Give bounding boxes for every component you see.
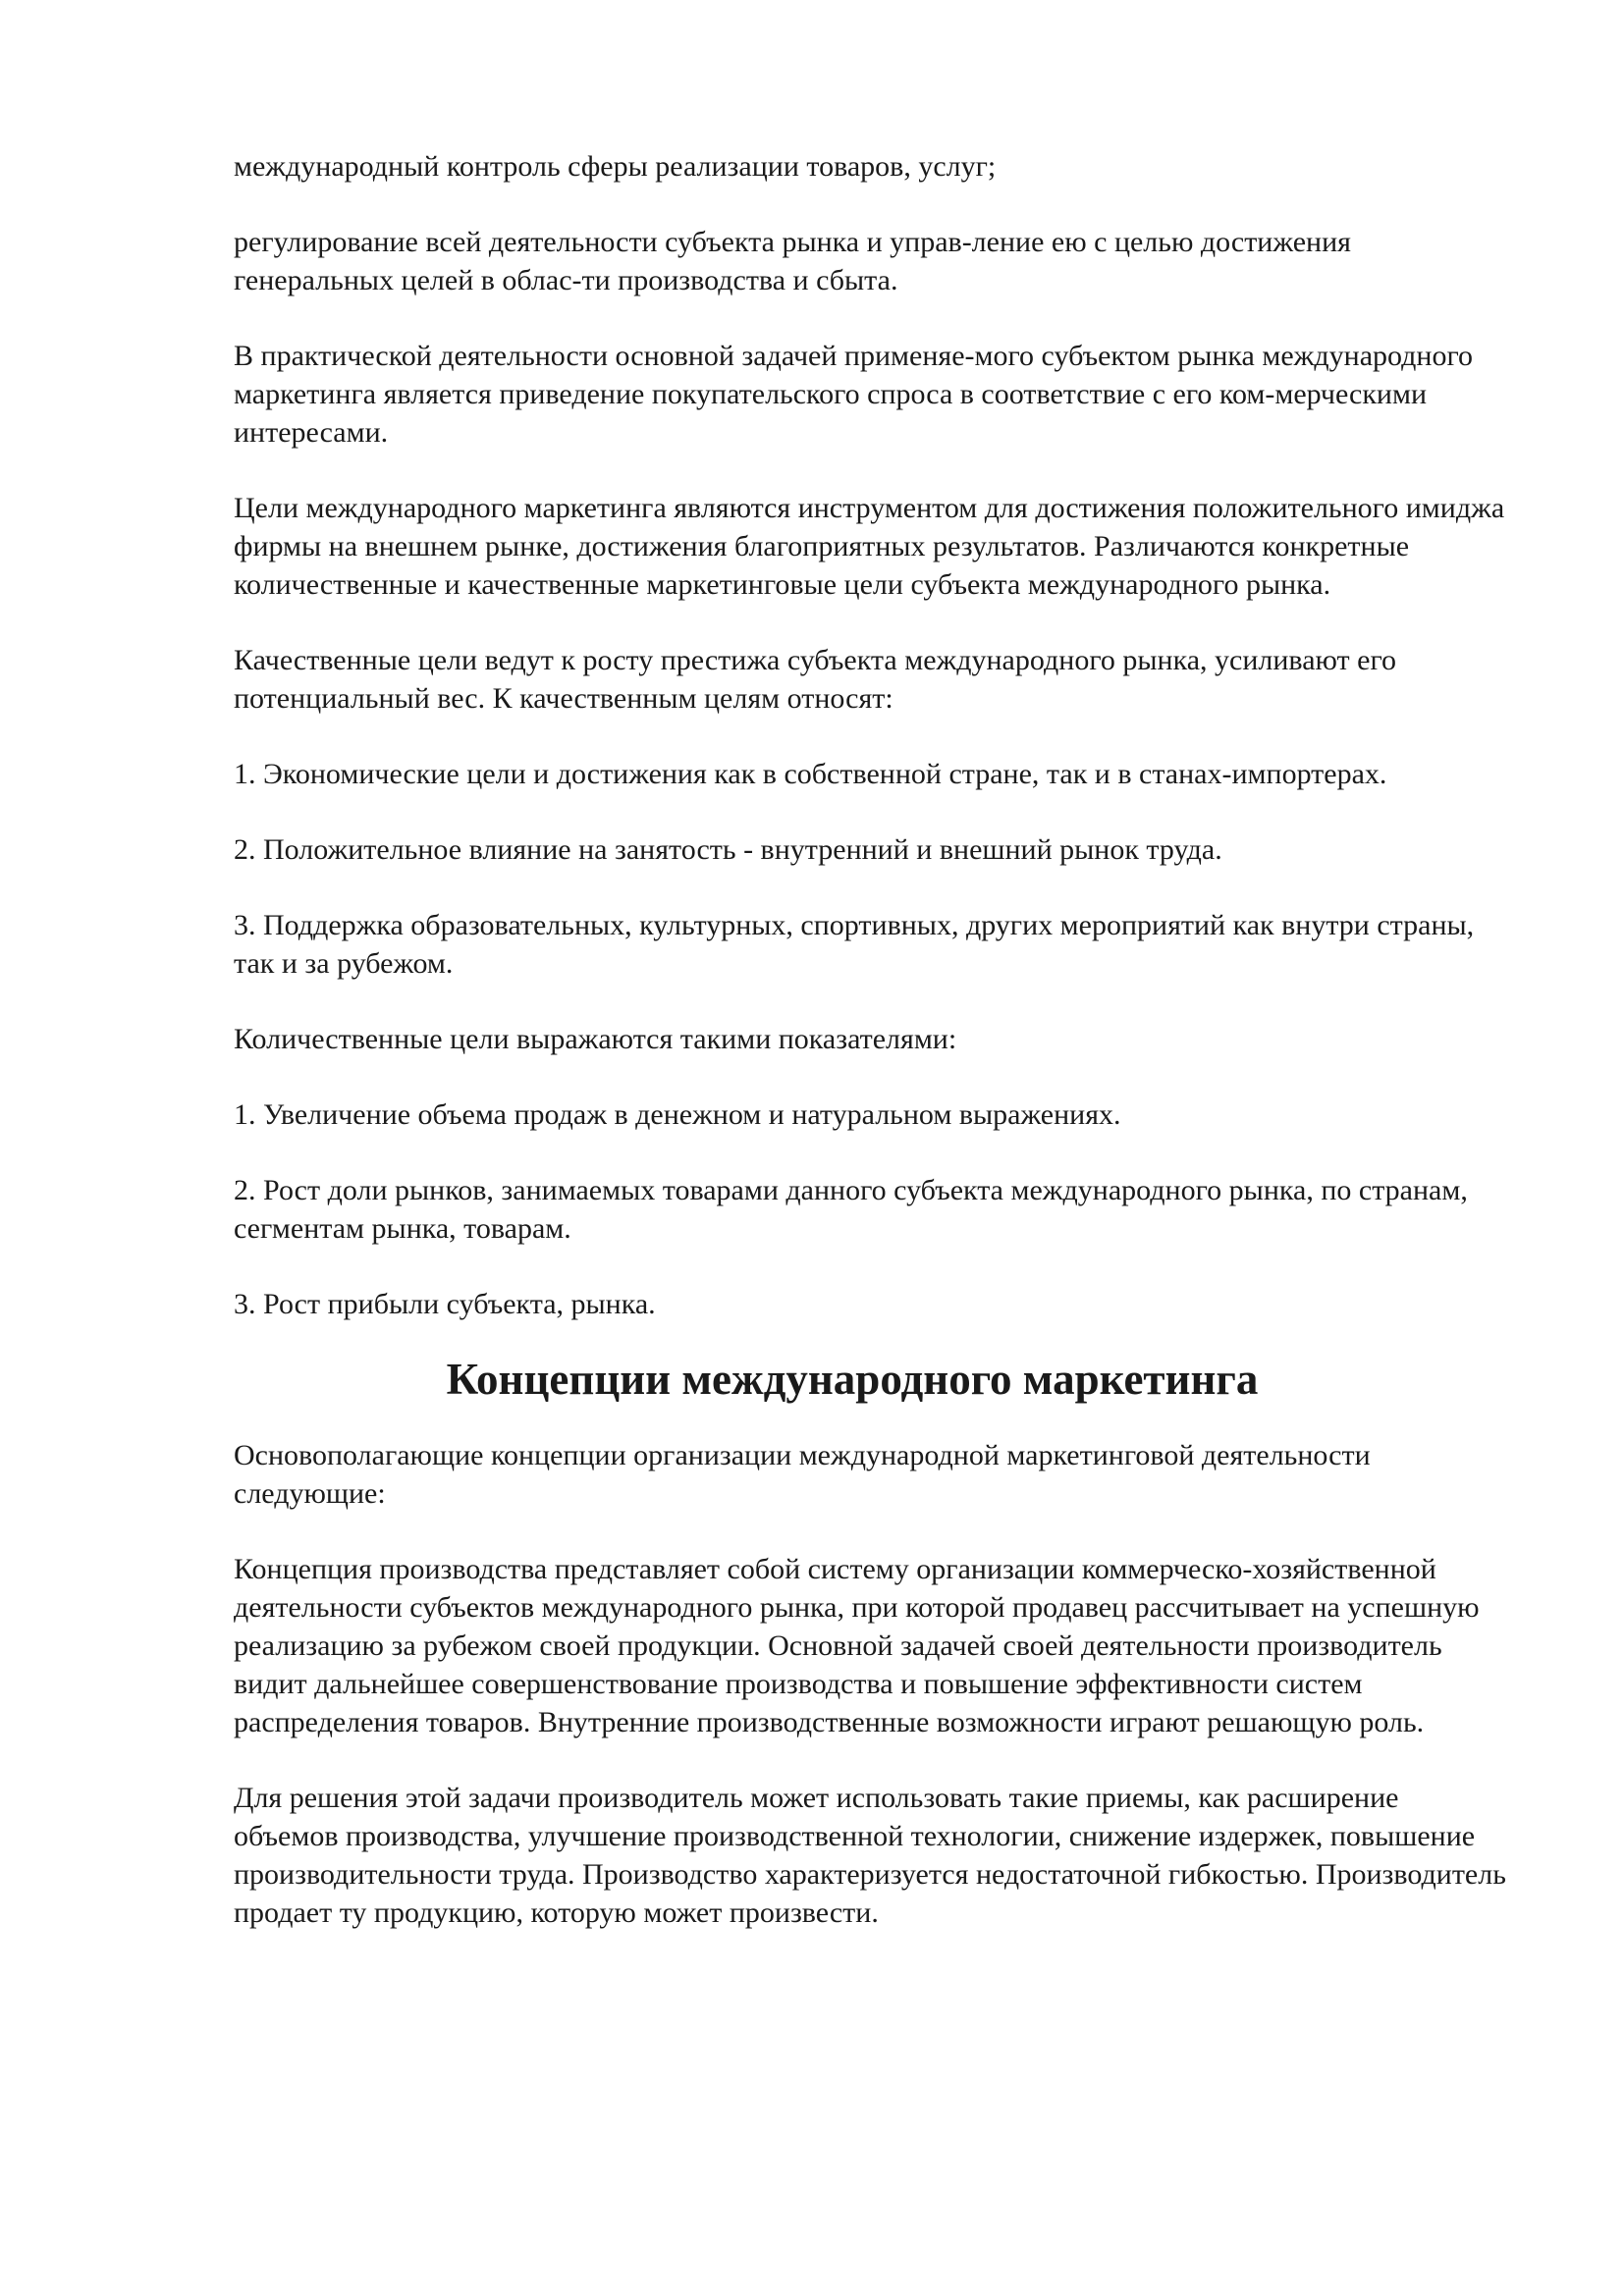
list-item-qualitative-1: 1. Экономические цели и достижения как в собственной стране, так и в станах-импортерах. bbox=[234, 758, 1387, 790]
paragraph-concepts-intro: Основополагающие концепции организации международной маркетинговой деятельности следующие: bbox=[234, 1439, 1371, 1510]
list-item-quantitative-3: 3. Рост прибыли субъекта, рынка. bbox=[234, 1288, 656, 1320]
list-item-quantitative-1: 1. Увеличение объема продаж в денежном и натуральном выражениях. bbox=[234, 1098, 1121, 1131]
paragraph-production-concept: Концепция производства представляет собой систему организации коммерческо-хозяйственной деятельности субъектов международного рынка, при которой продавец рассчитывает на успешную реализацию за рубежом своей продукции. Основной задачей своей деятельности производитель видит дальнейшее совершенствование производства и повышение эффективности систем распределения товаров. Внутренние производственные возможности играют решающую роль. bbox=[234, 1553, 1480, 1738]
paragraph-production-methods: Для решения этой задачи производитель может использовать такие приемы, как расширение объемов производства, улучшение производственной технологии, снижение издержек, повышение производительности труда. Производство характеризуется недостаточной гибкостью. Производитель продает ту продукцию, которую может произвести. bbox=[234, 1782, 1506, 1929]
paragraph-quantitative-intro: Количественные цели выражаются такими показателями: bbox=[234, 1023, 957, 1055]
paragraph-5: Качественные цели ведут к росту престижа субъекта международного рынка, усиливают его потенциальный вес. К качественным целям относят: bbox=[234, 644, 1397, 715]
list-item-quantitative-2: 2. Рост доли рынков, занимаемых товарами данного субъекта международного рынка, по странам, сегментам рынка, товарам. bbox=[234, 1174, 1468, 1245]
list-item-qualitative-2: 2. Положительное влияние на занятость - внутренний и внешний рынок труда. bbox=[234, 833, 1222, 866]
list-item-qualitative-3: 3. Поддержка образовательных, культурных, спортивных, других мероприятий как внутри страны, так и за рубежом. bbox=[234, 909, 1475, 980]
paragraph-3: В практической деятельности основной задачей применяе-мого субъектом рынка международного маркетинга является приведение покупательского спроса в соответствие с его ком-мерческими интересами. bbox=[234, 340, 1474, 449]
document-page bbox=[234, 147, 1510, 1969]
paragraph-2: регулирование всей деятельности субъекта рынка и управ-ление ею с целью достижения генеральных целей в облас-ти производства и сбыта. bbox=[234, 226, 1351, 296]
paragraph-1: международный контроль сферы реализации товаров, услуг; bbox=[234, 150, 997, 183]
section-heading: Концепции международного маркетинга bbox=[446, 1355, 1259, 1404]
paragraph-4: Цели международного маркетинга являются инструментом для достижения положительного имиджа фирмы на внешнем рынке, достижения благоприятных результатов. Различаются конкретные количественные и качественные маркетинговые цели субъекта международного рынка. bbox=[234, 492, 1505, 601]
